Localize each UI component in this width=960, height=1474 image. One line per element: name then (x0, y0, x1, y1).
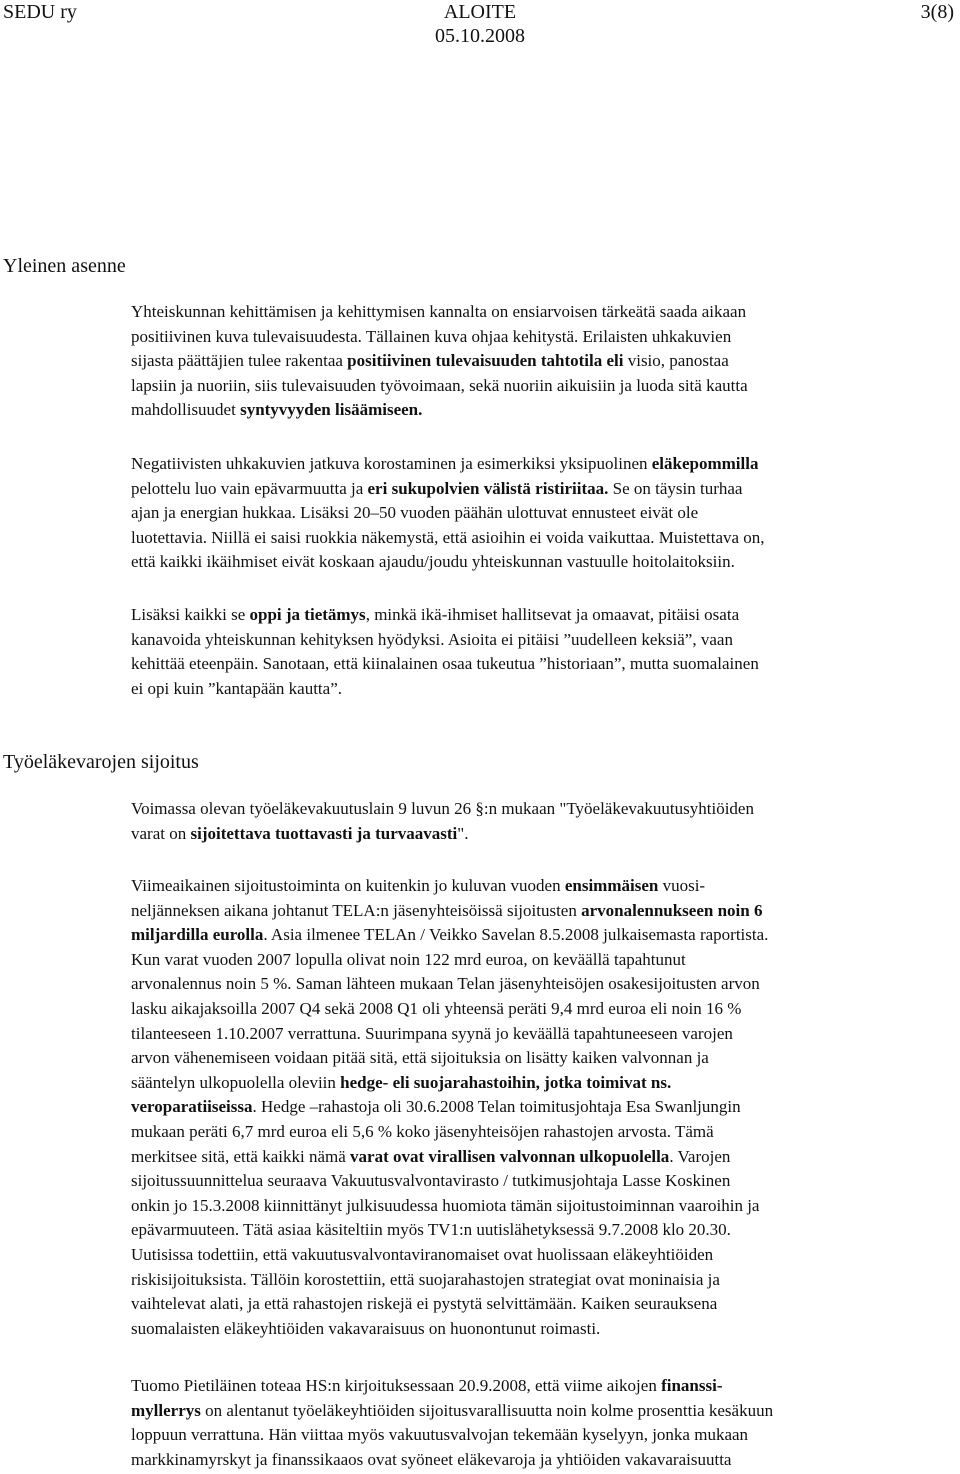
text-run: visio, panostaa (623, 351, 729, 371)
text-run: . Hedge –rahastoja oli 30.6.2008 Telan toimitusjohtaja Esa Swanljungin (252, 1097, 741, 1117)
text-line (131, 1399, 957, 1424)
text-run: vuosi- (658, 876, 706, 895)
bold-text: finanssi- (661, 1376, 723, 1395)
text-line (131, 603, 957, 628)
text-line (131, 526, 957, 551)
text-line (131, 349, 957, 374)
bold-text: hedge- eli suojarahastoihin, jotka toimivat ns. (340, 1072, 672, 1092)
text-line (131, 398, 957, 423)
text-line (131, 874, 957, 899)
text-run: arvonalennus noin 5 %. Saman lähteen mukaan Telan jäsenyhteisöjen osakesijoitusten arvon (131, 974, 760, 994)
bold-text: oppi ja tietämys (249, 605, 366, 624)
text-run: riskisijoituksista. Tällöin korostettiin, että suojarahastojen strategiat ovat moninaisia ja (131, 1269, 720, 1289)
text-run: . Varojen (669, 1146, 731, 1166)
bold-text: sijoitettava tuottavasti ja turvaavasti (190, 823, 458, 843)
section-heading: Työeläkevarojen sijoitus (3, 751, 199, 773)
paragraph (131, 603, 957, 701)
text-line (131, 1243, 957, 1268)
bold-text: varat ovat virallisen valvonnan ulkopuolella (350, 1146, 670, 1166)
text-line (131, 1448, 957, 1473)
text-run: luotettavia. Niillä ei saisi ruokkia näkemystä, että asioihin ei voida vaikuttaa. Muistettava on, (131, 527, 765, 547)
document-date: 05.10.2008 (435, 25, 525, 47)
text-run: ". (457, 823, 469, 843)
text-run: sijoitussuunnittelua seuraava Vakuutusvalvontavirasto / tutkimusjohtaja Lasse Koskinen (131, 1171, 731, 1191)
bold-text: eri sukupolvien välistä ristiriitaa. (367, 478, 609, 498)
section-heading: Yleinen asenne (3, 255, 126, 277)
text-run: Voimassa olevan työeläkevakuutuslain 9 luvun 26 §:n mukaan "Työeläkevakuutusyhtiöiden (131, 799, 754, 818)
text-run: . Asia ilmenee TELAn / Veikko Savelan 8.5.2008 julkaisemasta raportista. (263, 925, 769, 945)
text-run: markkinamyrskyt ja finanssikaaos ovat syöneet eläkevaroja ja yhtiöiden vakavaraisuutta (131, 1449, 732, 1469)
text-line (131, 1194, 957, 1219)
bold-text: miljardilla eurolla (131, 925, 264, 945)
text-run: arvon vähenemiseen voidaan pitää sitä, että sijoituksia on lisätty kaiken valvonnan ja (131, 1048, 709, 1068)
text-line (131, 628, 957, 653)
text-line (131, 325, 957, 350)
text-run: lasku aikajaksoilla 2007 Q4 sekä 2008 Q1 oli yhteensä peräti 9,4 mrd euroa eli noin 16 % (131, 998, 742, 1018)
text-run: ei opi kuin ”kantapään kautta”. (131, 678, 342, 698)
text-line (131, 997, 957, 1022)
text-line (131, 1292, 957, 1317)
text-line (131, 677, 957, 702)
text-line (131, 1374, 957, 1399)
text-line (131, 652, 957, 677)
text-line (131, 923, 957, 948)
text-run: Lisäksi kaikki se (131, 605, 250, 624)
text-run: kehittää eteenpäin. Sanotaan, että kiinalainen osaa tukeutua ”historiaan”, mutta suomalainen (131, 654, 759, 674)
page-header (0, 0, 960, 50)
text-line (131, 1120, 957, 1145)
bold-text: arvonalennukseen noin 6 (581, 900, 763, 920)
text-run: mahdollisuudet (131, 400, 241, 420)
text-line (131, 1268, 957, 1293)
bold-text: syntyvyyden lisäämiseen. (240, 400, 423, 420)
text-run: neljänneksen aikana johtanut TELA:n jäsenyhteisöissä sijoitusten (131, 900, 582, 920)
text-run: pelottelu luo vain epävarmuutta ja (131, 478, 368, 498)
text-line (131, 1317, 957, 1342)
text-run: loppuun verrattuna. Hän viittaa myös vakuutusvalvojan tekemään kyselyyn, jonka mukaan (131, 1425, 749, 1445)
text-run: Se on täysin turhaa (608, 478, 743, 498)
text-run: suomalaisten eläkeyhtiöiden vakavaraisuus on huonontunut roimasti. (131, 1318, 601, 1338)
text-run: positiivinen kuva tulevaisuudesta. Tällainen kuva ohjaa kehitystä. Erilaisten uhkakuvien (131, 326, 732, 346)
text-line (131, 899, 957, 924)
paragraph (131, 874, 957, 1341)
text-run: Kun varat vuoden 2007 lopulla olivat noin 122 mrd euroa, on keväällä tapahtunut (131, 949, 686, 969)
text-line (131, 797, 957, 822)
text-run: , minkä ikä-ihmiset hallitsevat ja omaavat, pitäisi osata (365, 605, 740, 624)
document-type: ALOITE (443, 1, 517, 23)
text-line (131, 1022, 957, 1047)
text-run: Yhteiskunnan kehittämisen ja kehittymisen kannalta on ensiarvoisen tärkeätä saada aikaan (131, 302, 747, 321)
paragraph (131, 452, 957, 575)
text-run: sääntelyn ulkopuolella oleviin (131, 1072, 341, 1092)
bold-text: myllerrys (131, 1400, 201, 1420)
text-line (131, 1095, 957, 1120)
text-run: lapsiin ja nuoriin, siis tulevaisuuden työvoimaan, sekä nuoriin aikuisiin ja luoda sitä kautta (131, 375, 748, 395)
text-line (131, 1169, 957, 1194)
text-run: ajan ja energian hukkaa. Lisäksi 20–50 vuoden päähän ulottuvat ennusteet eivät ole (131, 503, 699, 523)
text-run: on alentanut työeläkeyhtiöiden sijoitusvarallisuutta noin kolme prosenttia kesäkuun (200, 1400, 774, 1420)
text-line (131, 501, 957, 526)
text-run: mukaan peräti 6,7 mrd euroa eli 5,6 % koko jäsenyhteisöjen rahastojen arvosta. Tämä (131, 1121, 714, 1141)
text-run: sijasta päättäjien tulee rakentaa (131, 351, 348, 371)
page-number: 3(8) (920, 1, 954, 23)
text-line (131, 477, 957, 502)
text-run: Tuomo Pietiläinen toteaa HS:n kirjoituksessaan 20.9.2008, että viime aikojen (131, 1376, 662, 1395)
organization-name: SEDU ry (3, 1, 77, 23)
paragraph (131, 300, 957, 423)
bold-text: veroparatiiseissa (131, 1097, 253, 1117)
text-run: onkin jo 15.3.2008 kiinnittänyt julkisuudessa huomiota tämän sijoitustoiminnan vaaroihin ja (131, 1195, 760, 1215)
text-run: varat on (131, 823, 191, 843)
text-line (131, 1218, 957, 1243)
text-line (131, 1145, 957, 1170)
paragraph (131, 1374, 957, 1472)
text-line (131, 1071, 957, 1096)
text-run: Uutisissa todettiin, että vakuutusvalvontaviranomaiset ovat huolissaan eläkeyhtiöiden (131, 1244, 714, 1264)
text-run: että kaikki ikäihmiset eivät koskaan ajaudu/joudu yhteiskunnan vastuulle hoitolaitoksiin. (131, 552, 735, 572)
text-line (131, 550, 957, 575)
text-line (131, 972, 957, 997)
text-line (131, 822, 957, 847)
text-line (131, 300, 957, 325)
text-run: Viimeaikainen sijoitustoiminta on kuitenkin jo kuluvan vuoden (131, 876, 565, 895)
text-run: merkitsee sitä, että kaikki nämä (131, 1146, 351, 1166)
text-run: kanavoida yhteiskunnan kehityksen hyödyksi. Asioita ei pitäisi ”uudelleen keksiä”, vaan (131, 629, 733, 649)
text-run: epävarmuuteen. Tätä asiaa käsiteltiin myös TV1:n uutislähetyksessä 9.7.2008 klo 20.30. (131, 1220, 731, 1240)
text-line (131, 1423, 957, 1448)
text-run: tilanteeseen 1.10.2007 verrattuna. Suurimpana syynä jo keväällä tapahtuneeseen varojen (131, 1023, 733, 1043)
text-run: Negatiivisten uhkakuvien jatkuva korostaminen ja esimerkiksi yksipuolinen (131, 454, 652, 473)
text-run: vaihtelevat alati, ja että rahastojen riskejä ei pystytä selvittämään. Kaiken seurauksena (131, 1294, 718, 1314)
text-line (131, 374, 957, 399)
text-line (131, 452, 957, 477)
paragraph (131, 797, 957, 846)
text-line (131, 948, 957, 973)
bold-text: ensimmäisen (564, 876, 659, 895)
text-line (131, 1046, 957, 1071)
bold-text: positiivinen tulevaisuuden tahtotila eli (347, 351, 624, 371)
bold-text: eläkepommilla (651, 454, 759, 473)
